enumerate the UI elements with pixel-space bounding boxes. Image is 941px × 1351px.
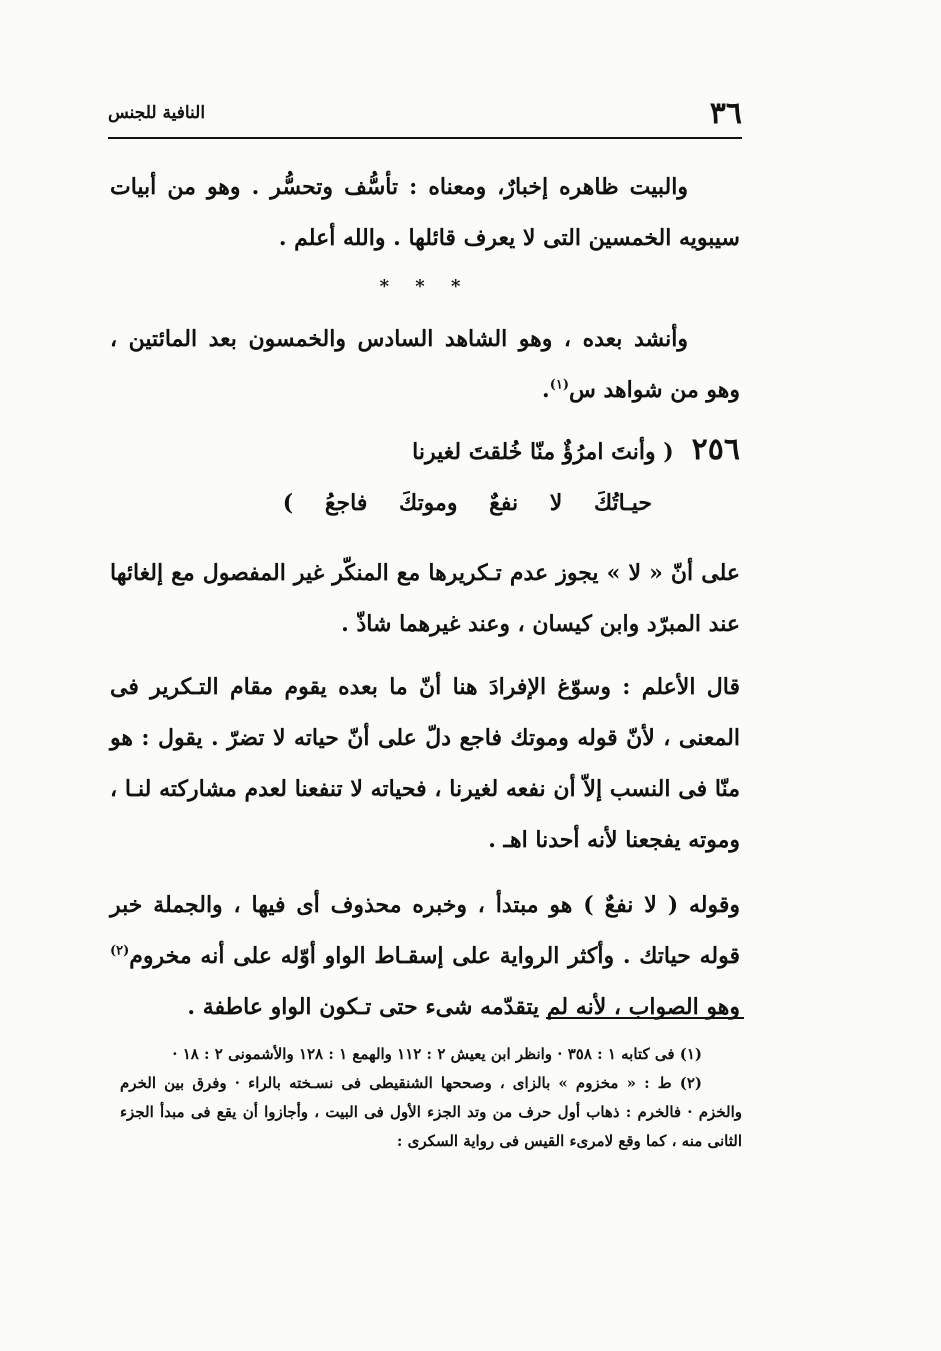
verse-block [110,424,740,532]
running-title: النافية للجنس [108,103,206,123]
paragraph-1: والبيت ظاهره إخبارٌ، ومعناه : تأسُّف وتحسُّر . وهو من أبيات سيبويه الخمسين التى لا يعرف قائلها . والله أعلم . [110,174,740,251]
verse-number: ٢٥٦ [691,432,740,467]
footnote-2: (٢) ط : « مخزوم » بالزاى ، وصححها الشنقيطى فى نسـخته بالراء · وفرق بين الخرم والخزم · فالخرم : ذهاب أول حرف من وتد الجزء الأول فى البيت ، وأجازوا أن يقع فى مبدأ الجزء الثانى منه ، كما وقع لامرىء القيس فى رواية السكرى : [120,1074,742,1150]
footnote-ref-2: (٢) [110,943,130,959]
verse-hemistich-1: ( وأنتَ امرُؤٌ منّا خُلقتَ لغيرنا [412,439,674,465]
section-divider: * * * [379,276,471,297]
paragraph-3: على أنّ « لا » يجوز عدم تـكريرها مع المنكّر غير المفصول مع إلغائها عند المبرّد وابن كيسان ، وعند غيرهما شاذّ . [110,560,740,637]
header-rule [108,137,742,139]
paragraph-5-end: وهو الصواب ، لأنه لم يتقدّمه شىء حتى تـكون الواو عاطفة . [187,994,740,1020]
paragraph-4: قال الأعلم : وسوّغ الإفرادَ هنا أنّ ما بعده يقوم مقام التـكرير فى المعنى ، لأنّ قوله وموتك فاجع دلّ على أنّ حياته لا تضرّ . يقول : هو منّا فى النسب إلاّ أن نفعه لغيرنا ، فحياته لا تنفعنا لعدم مشاركته لنـا ، وموته يفجعنا لأنه أحدنا اهـ . [110,674,740,853]
verse-line-2 [110,478,740,532]
page-number: ٣٦ [709,95,742,131]
paragraph-5 [110,880,740,1033]
paragraph-5-text: وقوله ( لا نفعٌ ) هو مبتدأ ، وخبره محذوف أى فيها ، والجملة خبر قوله حياتك . وأكثر الرواية على إسقـاط الواو أوّله على أنه مخروم [110,892,740,969]
footnote-rule [546,1017,744,1019]
footnote-1: (١) فى كتابه ١ : ٣٥٨ · وانظر ابن يعيش ٢ : ١١٢ والهمع ١ : ١٢٨ والأشمونى ٢ : ١٨ · [172,1045,702,1063]
footnote-ref-1: (١) [549,377,569,393]
paragraph-2 [110,314,740,416]
paragraph-2-end: . [542,377,550,403]
verse-line-1 [110,424,740,478]
footnotes [120,1040,742,1156]
paragraph-2-text: وأنشد بعده ، وهو الشاهد السادس والخمسون بعد المائتين ، وهو من شواهد س [110,326,740,403]
page-header [108,96,742,130]
main-text [110,162,740,1033]
verse-hemistich-2: حيـاتُكَ لا نفعٌ وموتكَ فاجعُ ) [282,490,652,516]
